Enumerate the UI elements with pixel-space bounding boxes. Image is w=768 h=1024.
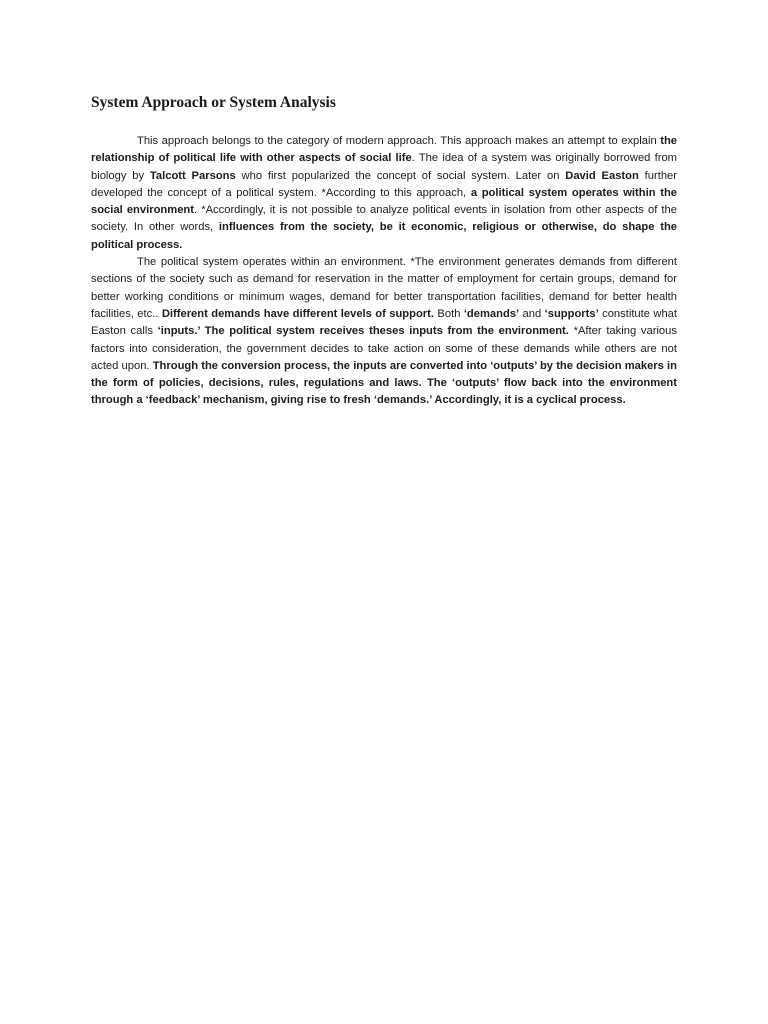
bold-text-run: a political system operates within the social environment xyxy=(91,186,677,217)
bold-text-run: the relationship of political life with other aspects of social life xyxy=(91,135,677,165)
text-run: This approach belongs to the category of modern approach. This approach makes an attempt to explain xyxy=(137,135,661,147)
document-title: System Approach or System Analysis xyxy=(91,94,336,111)
text-run: *After taking various factors into consideration, the government decides to take action on some of these demands while others are not acted upon. xyxy=(91,325,677,372)
bold-text-run: ‘inputs.’ The political system receives theses inputs from the environment. xyxy=(157,325,569,338)
bold-text-run: ‘demands’ xyxy=(463,307,520,320)
bold-text-run: Talcott Parsons xyxy=(149,169,236,182)
paragraph-1 xyxy=(91,133,677,254)
text-run: who first popularized the concept of social system. Later on xyxy=(235,169,566,182)
bold-text-run: influences from the society, be it economic, religious or otherwise, do shape the political process. xyxy=(91,221,677,251)
text-run: constitute what Easton calls xyxy=(91,307,678,338)
text-run: further developed the concept of a political system. *According to this approach, xyxy=(91,169,677,199)
text-run: . *Accordingly, it is not possible to analyze political events in isolation from other aspects of the society. In other words, xyxy=(91,204,677,234)
bold-text-run: ‘supports’ xyxy=(544,307,599,320)
bold-text-run: Through the conversion process, the inputs are converted into ‘outputs’ by the decision makers in the form of policies, decisions, rules, regulations and laws. The ‘outputs’ flow back into the environment through a ‘feedback’ mechanism, giving rise to fresh ‘demands.’ Accordingly, it is a cyclical process. xyxy=(91,359,677,407)
text-run: and xyxy=(519,307,545,320)
paragraph-2 xyxy=(91,254,677,410)
bold-text-run: David Easton xyxy=(565,169,639,182)
text-run: The political system operates within an environment. *The environment generates demands from different sections of the society such as demand for reservation in the matter of employment for certain groups, demand for better working conditions or minimum wages, demand for better transportation facilities, demand for better health facilities, etc.. xyxy=(91,256,677,320)
document-body xyxy=(91,133,677,410)
text-run: . The idea of a system was originally borrowed from biology by xyxy=(91,152,677,182)
bold-text-run: Different demands have different levels of support. xyxy=(161,307,434,320)
text-run: Both xyxy=(434,307,464,320)
